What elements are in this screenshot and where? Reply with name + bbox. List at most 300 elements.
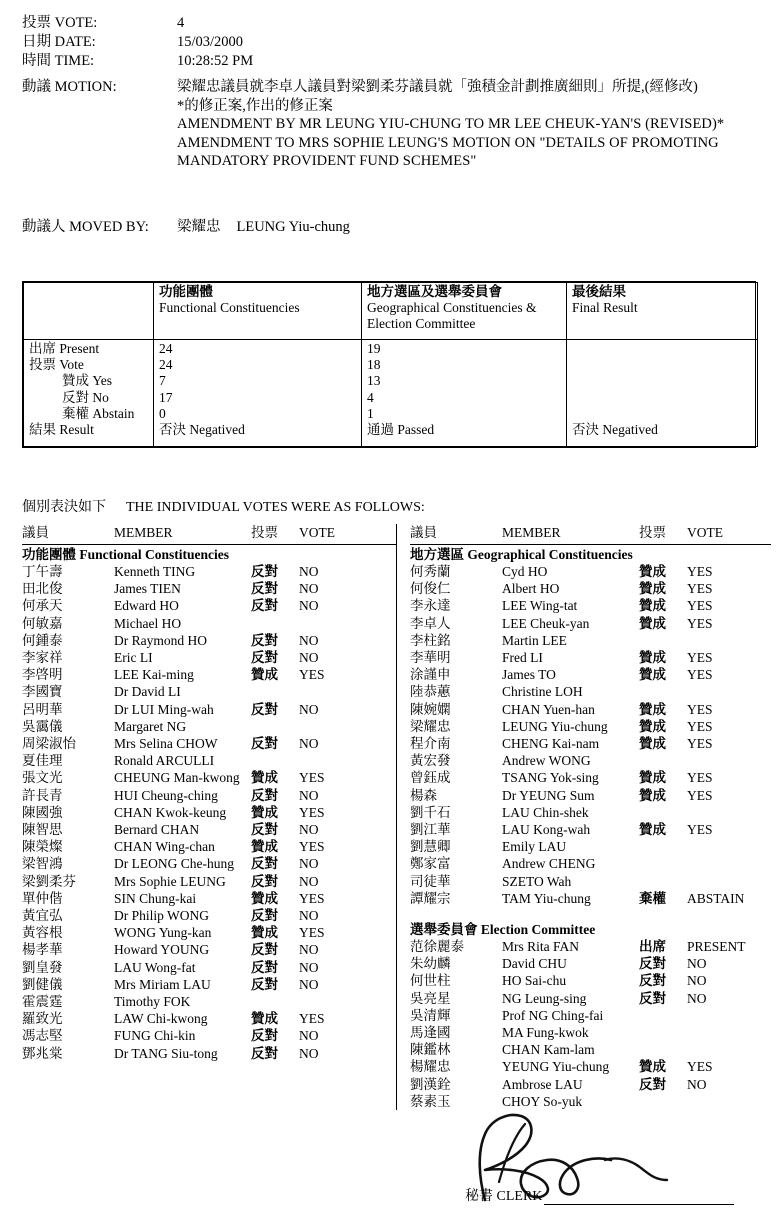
vote-row	[22, 787, 396, 804]
group-heading-functional-en: Functional Constituencies	[79, 547, 230, 562]
vote-value-chinese: 贊成	[639, 615, 666, 631]
row-label-yes: 贊成 Yes	[62, 373, 113, 389]
vote-value-english	[687, 752, 771, 769]
vote-row	[410, 972, 771, 989]
vote-value-english: YES	[687, 736, 713, 752]
votes-right-header-row	[410, 524, 771, 545]
vote-value-english: NO	[299, 1045, 319, 1061]
header-vote-cn-left: 投票	[251, 525, 278, 540]
meta-row-time	[22, 52, 762, 71]
member-name-english: CHOY So-yuk	[502, 1093, 583, 1109]
vote-value-chinese: 反對	[251, 1045, 278, 1061]
member-name-chinese: 何承天	[22, 598, 63, 614]
header-vote-cn-right: 投票	[639, 525, 666, 540]
summary-row-labels	[24, 340, 154, 447]
vote-value-chinese: 贊成	[639, 822, 666, 838]
vote-row	[410, 752, 771, 769]
fc-abstain: 0	[159, 405, 166, 421]
vote-row	[410, 873, 771, 890]
vote-value-english	[687, 1007, 771, 1024]
vote-value-chinese: 贊成	[639, 667, 666, 683]
vote-row	[22, 804, 396, 821]
vote-value-english: YES	[687, 1059, 713, 1075]
vote-value-chinese: 贊成	[251, 804, 278, 820]
vote-value-chinese: 反對	[251, 632, 278, 648]
summary-header-functional-en: Functional Constituencies	[159, 300, 300, 316]
vote-value-chinese	[639, 1024, 687, 1041]
summary-header-final-result-en: Final Result	[572, 300, 638, 316]
member-name-chinese: 劉慧卿	[410, 839, 451, 855]
vote-number-label: 投票 VOTE:	[22, 15, 98, 31]
vote-value-chinese: 反對	[251, 650, 278, 666]
summary-header-functional	[154, 283, 362, 340]
member-name-chinese: 劉千石	[410, 804, 451, 820]
member-name-english: Bernard CHAN	[114, 822, 200, 838]
header-vote-en-right: VOTE	[687, 525, 723, 540]
member-name-chinese: 楊森	[410, 787, 437, 803]
vote-value-english: NO	[687, 956, 707, 972]
member-name-chinese: 張文光	[22, 770, 63, 786]
member-name-english: HUI Cheung-ching	[114, 787, 218, 803]
member-name-chinese: 何敏嘉	[22, 615, 63, 631]
vote-value-english: YES	[687, 581, 713, 597]
vote-value-english: NO	[299, 581, 319, 597]
member-name-chinese: 譚耀宗	[410, 890, 451, 906]
member-name-chinese: 李柱銘	[410, 632, 451, 648]
member-name-chinese: 吳靄儀	[22, 718, 63, 734]
member-name-english: SIN Chung-kai	[114, 890, 197, 906]
vote-value-chinese	[639, 632, 687, 649]
motion-english-line-2: AMENDMENT TO MRS SOPHIE LEUNG'S MOTION ON "DETAILS OF PROMOTING	[177, 134, 719, 151]
vote-value-chinese	[251, 752, 299, 769]
member-name-english: NG Leung-sing	[502, 990, 587, 1006]
date-value: 15/03/2000	[177, 34, 244, 50]
final-result-spacer	[572, 341, 753, 422]
member-name-english: Michael HO	[114, 615, 182, 631]
member-name-chinese: 何秀蘭	[410, 564, 451, 579]
vote-value-chinese: 反對	[251, 701, 278, 717]
vote-value-english: NO	[687, 1076, 707, 1092]
vote-row	[410, 838, 771, 855]
vote-value-chinese: 贊成	[639, 598, 666, 614]
vote-value-chinese: 反對	[251, 908, 278, 924]
time-label: 時間 TIME:	[22, 53, 95, 69]
member-name-chinese: 陳國強	[22, 804, 63, 820]
member-name-chinese: 梁耀忠	[410, 718, 451, 734]
vote-row	[22, 666, 396, 683]
date-label: 日期 DATE:	[22, 34, 96, 50]
vote-value-english: NO	[299, 650, 319, 666]
summary-final-result-values	[567, 340, 758, 447]
election-committee-gap	[410, 907, 771, 920]
vote-row	[22, 649, 396, 666]
vote-value-chinese: 反對	[251, 581, 278, 597]
summary-header-geographical-en-2: Election Committee	[367, 316, 476, 332]
vote-value-english: NO	[687, 973, 707, 989]
member-name-english: Kenneth TING	[114, 564, 196, 579]
member-name-chinese: 蔡素玉	[410, 1093, 451, 1109]
vote-row	[410, 615, 771, 632]
vote-value-english: YES	[687, 598, 713, 614]
member-name-chinese: 梁智鴻	[22, 856, 63, 872]
vote-row	[410, 1058, 771, 1075]
vote-value-english: YES	[687, 787, 713, 803]
member-name-english: LAW Chi-kwong	[114, 1011, 208, 1027]
vote-value-chinese: 反對	[251, 1028, 278, 1044]
fc-yes: 7	[159, 373, 166, 389]
vote-value-chinese	[251, 993, 299, 1010]
vote-row	[22, 718, 396, 735]
individual-votes-title	[22, 496, 425, 516]
member-name-english: David CHU	[502, 956, 567, 972]
member-name-english: LEUNG Yiu-chung	[502, 718, 608, 734]
meta-row-date	[22, 33, 762, 52]
vote-value-chinese: 反對	[251, 976, 278, 992]
member-name-chinese: 單仲偕	[22, 890, 63, 906]
vote-value-english	[687, 804, 771, 821]
member-name-chinese: 何俊仁	[410, 581, 451, 597]
member-name-english: Andrew CHENG	[502, 856, 596, 872]
moved-by-label: 動議人 MOVED BY:	[22, 219, 149, 235]
vote-value-english: NO	[299, 856, 319, 872]
vote-value-english: PRESENT	[687, 939, 746, 955]
member-name-english: CHEUNG Man-kwong	[114, 770, 240, 786]
vote-value-chinese: 贊成	[639, 564, 666, 579]
vote-value-english	[687, 632, 771, 649]
member-name-chinese: 李啓明	[22, 667, 63, 683]
vote-value-english: YES	[687, 822, 713, 838]
member-name-english: YEUNG Yiu-chung	[502, 1059, 610, 1075]
member-name-chinese: 田北俊	[22, 581, 63, 597]
votes-column-right	[396, 524, 771, 1110]
member-name-chinese: 許長青	[22, 787, 63, 803]
vote-row	[410, 787, 771, 804]
vote-value-english: YES	[687, 770, 713, 786]
member-name-chinese: 李卓人	[410, 615, 451, 631]
vote-value-english: NO	[687, 990, 707, 1006]
time-value: 10:28:52 PM	[177, 53, 254, 69]
vote-value-chinese	[251, 615, 299, 632]
member-name-english: FUNG Chi-kin	[114, 1028, 196, 1044]
vote-row	[410, 597, 771, 614]
member-name-english: Dr TANG Siu-tong	[114, 1045, 218, 1061]
vote-value-english: NO	[299, 736, 319, 752]
clerk-label: 秘書 CLERK	[465, 1189, 543, 1204]
summary-header-functional-cn: 功能團體	[159, 284, 213, 299]
vote-value-chinese	[639, 1041, 687, 1058]
member-name-english: Dr LUI Ming-wah	[114, 701, 214, 717]
member-name-english: Dr Raymond HO	[114, 632, 207, 648]
motion-chinese-line-2: *的修正案,作出的修正案	[177, 97, 333, 114]
vote-value-english: YES	[687, 650, 713, 666]
vote-row	[410, 821, 771, 838]
header-member-en-right: MEMBER	[502, 525, 561, 540]
member-name-chinese: 陳榮燦	[22, 839, 63, 855]
vote-value-chinese: 反對	[639, 973, 666, 989]
vote-row	[410, 649, 771, 666]
member-name-chinese: 黃宜弘	[22, 908, 63, 924]
member-name-english: Timothy FOK	[114, 994, 191, 1010]
member-name-chinese: 陳智思	[22, 822, 63, 838]
vote-row	[22, 1045, 396, 1062]
vote-value-chinese	[639, 873, 687, 890]
member-name-chinese: 劉漢銓	[410, 1076, 451, 1092]
row-label-no: 反對 No	[62, 389, 109, 405]
summary-header-geographical	[362, 283, 567, 340]
vote-value-english: NO	[299, 959, 319, 975]
vote-value-chinese: 反對	[639, 990, 666, 1006]
vote-value-chinese: 反對	[251, 787, 278, 803]
vote-value-english: NO	[299, 822, 319, 838]
vote-number-value: 4	[177, 15, 185, 31]
gc-vote: 18	[367, 357, 381, 373]
summary-functional-values	[154, 340, 362, 447]
vote-row	[22, 1010, 396, 1027]
vote-row	[22, 701, 396, 718]
member-name-english: HO Sai-chu	[502, 973, 567, 989]
vote-value-chinese: 反對	[251, 822, 278, 838]
individual-votes-title-cn: 個別表決如下	[22, 500, 106, 515]
member-name-chinese: 司徒華	[410, 873, 451, 889]
summary-header-geographical-en-1: Geographical Constituencies &	[367, 300, 537, 316]
clerk-signature-line	[465, 1185, 734, 1205]
motion-text	[177, 78, 770, 171]
member-name-chinese: 黃容根	[22, 925, 63, 941]
vote-value-chinese: 贊成	[639, 650, 666, 666]
vote-row	[410, 855, 771, 872]
vote-value-english	[299, 683, 396, 700]
vote-summary-table	[22, 281, 756, 448]
votes-column-left	[22, 524, 396, 1110]
member-name-english: Albert HO	[502, 581, 560, 597]
vote-value-chinese	[251, 718, 299, 735]
member-name-chinese: 鄧兆棠	[22, 1045, 63, 1061]
final-result-value: 否決 Negatived	[572, 422, 658, 437]
moved-by-value	[177, 215, 350, 236]
member-name-chinese: 陸恭蕙	[410, 684, 451, 700]
member-name-english: Andrew WONG	[502, 753, 591, 769]
individual-votes-columns	[22, 524, 770, 1110]
group-heading-election-committee	[410, 920, 771, 938]
member-name-english: CHENG Kai-nam	[502, 736, 600, 752]
row-label-result: 結果 Result	[29, 422, 94, 438]
vote-value-english: YES	[299, 839, 325, 855]
member-name-chinese: 朱幼麟	[410, 956, 451, 972]
member-name-english: Ronald ARCULLI	[114, 753, 215, 769]
fc-present: 24	[159, 341, 173, 356]
row-label-abstain: 棄權 Abstain	[62, 405, 135, 421]
vote-value-english: YES	[687, 564, 713, 579]
votes-right-rows	[410, 563, 771, 907]
member-name-english: Fred LI	[502, 650, 543, 666]
header-vote-en-left: VOTE	[299, 525, 335, 540]
clerk-signature-rule	[544, 1190, 734, 1205]
member-name-chinese: 吳亮星	[410, 990, 451, 1006]
member-name-chinese: 程介南	[410, 736, 451, 752]
vote-row	[410, 632, 771, 649]
vote-row	[410, 1007, 771, 1024]
group-heading-functional-cn: 功能團體	[22, 547, 76, 562]
vote-row	[22, 907, 396, 924]
member-name-chinese: 涂謹申	[410, 667, 451, 683]
member-name-english: Dr Philip WONG	[114, 908, 210, 924]
vote-value-chinese	[639, 683, 687, 700]
vote-row	[410, 666, 771, 683]
member-name-chinese: 夏佳理	[22, 753, 63, 769]
vote-row	[22, 821, 396, 838]
vote-value-english: YES	[299, 1011, 325, 1027]
vote-value-chinese: 贊成	[251, 839, 278, 855]
summary-body-row	[24, 340, 758, 447]
vote-row	[22, 924, 396, 941]
vote-value-english	[299, 993, 396, 1010]
group-heading-election-committee-cn: 選舉委員會	[410, 922, 478, 938]
moved-by-chinese-name: 梁耀忠	[177, 219, 221, 235]
vote-value-english: ABSTAIN	[687, 890, 745, 906]
vote-value-chinese: 贊成	[639, 1059, 666, 1075]
individual-votes-title-en: THE INDIVIDUAL VOTES WERE AS FOLLOWS:	[126, 500, 425, 515]
vote-value-chinese	[639, 752, 687, 769]
member-name-english: CHAN Kam-lam	[502, 1042, 595, 1058]
vote-value-english: NO	[299, 564, 319, 579]
vote-row	[410, 718, 771, 735]
summary-header-blank	[24, 283, 154, 340]
vote-value-english	[687, 838, 771, 855]
vote-value-chinese: 反對	[251, 873, 278, 889]
vote-value-english	[299, 718, 396, 735]
header-member-cn-right: 議員	[410, 525, 437, 540]
motion-label: 動議 MOTION:	[22, 79, 117, 95]
member-name-english: CHAN Yuen-han	[502, 701, 595, 717]
vote-value-english: NO	[299, 1028, 319, 1044]
member-name-english: Christine LOH	[502, 684, 583, 700]
member-name-english: TAM Yiu-chung	[502, 890, 591, 906]
vote-value-chinese	[639, 855, 687, 872]
vote-value-english: NO	[299, 598, 319, 614]
member-name-english: LAU Wong-fat	[114, 959, 196, 975]
fc-vote: 24	[159, 357, 173, 373]
vote-row	[22, 563, 396, 580]
header-member-cn-left: 議員	[22, 525, 49, 540]
vote-value-chinese: 贊成	[251, 667, 278, 683]
vote-value-english: YES	[299, 770, 325, 786]
member-name-english: Howard YOUNG	[114, 942, 210, 958]
gc-yes: 13	[367, 373, 381, 389]
vote-value-english: NO	[299, 701, 319, 717]
member-name-english: Eric LI	[114, 650, 153, 666]
member-name-chinese: 陳鑑林	[410, 1042, 451, 1058]
vote-value-english	[687, 855, 771, 872]
row-label-vote: 投票 Vote	[29, 357, 84, 373]
vote-value-english: YES	[687, 615, 713, 631]
vote-value-english: NO	[299, 942, 319, 958]
vote-value-chinese	[639, 804, 687, 821]
member-name-english: Prof NG Ching-fai	[502, 1007, 604, 1023]
document-meta	[22, 14, 762, 71]
moved-by-block	[22, 215, 350, 236]
vote-value-english	[299, 752, 396, 769]
vote-value-english: YES	[299, 667, 325, 683]
vote-row	[22, 855, 396, 872]
vote-row	[410, 735, 771, 752]
vote-row	[410, 890, 771, 907]
member-name-chinese: 鄭家富	[410, 856, 451, 872]
vote-value-chinese: 贊成	[251, 770, 278, 786]
member-name-chinese: 黃宏發	[410, 753, 451, 769]
vote-row	[410, 580, 771, 597]
member-name-english: Cyd HO	[502, 564, 548, 579]
vote-value-chinese: 贊成	[639, 701, 666, 717]
member-name-chinese: 劉健儀	[22, 976, 63, 992]
vote-row	[410, 938, 771, 955]
group-heading-election-committee-en: Election Committee	[480, 922, 596, 938]
member-name-english: Emily LAU	[502, 839, 567, 855]
vote-value-english: YES	[299, 804, 325, 820]
summary-header-final-result-cn: 最後結果	[572, 284, 626, 299]
member-name-chinese: 周梁淑怡	[22, 736, 76, 752]
summary-geographical-values	[362, 340, 567, 447]
vote-value-english: NO	[299, 976, 319, 992]
vote-value-english	[687, 683, 771, 700]
vote-value-english: NO	[299, 873, 319, 889]
member-name-chinese: 何鍾泰	[22, 632, 63, 648]
vote-row	[22, 735, 396, 752]
vote-value-chinese: 反對	[251, 942, 278, 958]
member-name-chinese: 李永達	[410, 598, 451, 614]
member-name-english: TSANG Yok-sing	[502, 770, 599, 786]
votes-left-rows	[22, 563, 396, 1062]
vote-row	[410, 701, 771, 718]
member-name-english: LAU Kong-wah	[502, 822, 591, 838]
member-name-english: Edward HO	[114, 598, 179, 614]
vote-row	[22, 873, 396, 890]
vote-row	[22, 597, 396, 614]
vote-value-english	[299, 615, 396, 632]
vote-value-english	[687, 1041, 771, 1058]
meta-row-vote	[22, 14, 762, 33]
member-name-english: WONG Yung-kan	[114, 925, 212, 941]
motion-english-line-3: MANDATORY PROVIDENT FUND SCHEMES"	[177, 153, 477, 169]
member-name-chinese: 李國寶	[22, 684, 63, 700]
vote-row	[410, 769, 771, 786]
group-heading-geographical	[410, 545, 771, 563]
member-name-english: James TIEN	[114, 581, 181, 597]
member-name-english: Dr David LI	[114, 684, 181, 700]
member-name-chinese: 馮志堅	[22, 1028, 63, 1044]
vote-value-chinese: 棄權	[639, 890, 666, 906]
votes-election-committee-rows	[410, 938, 771, 1110]
vote-value-chinese: 反對	[251, 856, 278, 872]
member-name-chinese: 呂明華	[22, 701, 63, 717]
vote-row	[410, 563, 771, 580]
vote-row	[22, 683, 396, 700]
vote-row	[22, 890, 396, 907]
motion-english-line-1: AMENDMENT BY MR LEUNG YIU-CHUNG TO MR LEE CHEUK-YAN'S (REVISED)*	[177, 116, 725, 132]
member-name-chinese: 梁劉柔芬	[22, 873, 76, 889]
vote-row	[22, 632, 396, 649]
fc-no: 17	[159, 389, 173, 405]
vote-value-chinese: 反對	[639, 956, 666, 972]
vote-value-english	[687, 1024, 771, 1041]
member-name-chinese: 何世柱	[410, 973, 451, 989]
vote-row	[22, 941, 396, 958]
vote-row	[22, 615, 396, 632]
member-name-chinese: 楊耀忠	[410, 1059, 451, 1075]
vote-row	[410, 955, 771, 972]
vote-value-chinese	[639, 838, 687, 855]
member-name-english: Mrs Miriam LAU	[114, 976, 211, 992]
member-name-chinese: 劉江華	[410, 822, 451, 838]
